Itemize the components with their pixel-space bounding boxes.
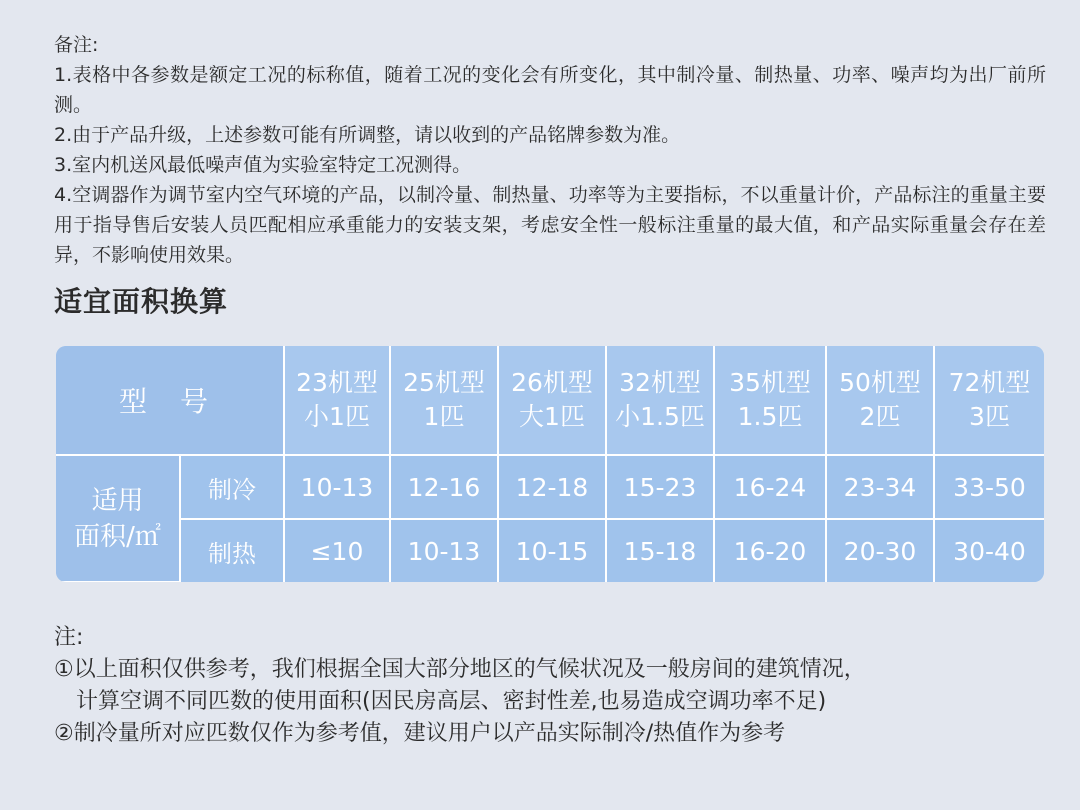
footnote-1-line1: ①以上面积仅供参考，我们根据全国大部分地区的气候状况及一般房间的建筑情况， [54, 657, 866, 682]
heating-value: 10-15 [498, 519, 606, 582]
remark-item-4: 4.空调器作为调节室内空气环境的产品，以制冷量、制热量、功率等为主要指标，不以重量计价，产品标注的重量主要用于指导售后安装人员匹配相应承重能力的安装支架，考虑安全性一般标注重量的最大值，和产品实际重量会存在差异，不影响使用效果。 [54, 184, 1046, 266]
model-name: 50机型 [839, 368, 921, 397]
footnote-1-line2: 计算空调不同匹数的使用面积(因民房高层、密封性差,也易造成空调功率不足) [76, 689, 827, 714]
model-name: 32机型 [619, 368, 701, 397]
model-size: 大1匹 [519, 402, 585, 431]
model-size: 1匹 [423, 402, 465, 431]
area-label-line2: 面积/㎡ [74, 521, 161, 552]
table-header-row [56, 346, 1044, 455]
footnote-2: ②制冷量所对应匹数仅作为参考值，建议用户以产品实际制冷/热值作为参考 [54, 721, 786, 746]
model-header-cell [934, 346, 1044, 455]
footnotes-section [54, 622, 1046, 750]
heating-value: 20-30 [826, 519, 934, 582]
remark-item-2: 2.由于产品升级，上述参数可能有所调整，请以收到的产品铭牌参数为准。 [54, 124, 681, 146]
model-label: 型 号 [56, 346, 284, 455]
remarks-heading: 备注: [54, 34, 99, 56]
model-size: 3匹 [969, 402, 1010, 431]
model-header-cell [390, 346, 498, 455]
remark-item-1: 1.表格中各参数是额定工况的标称值，随着工况的变化会有所变化，其中制冷量、制热量、功率、噪声均为出厂前所测。 [54, 64, 1046, 116]
model-name: 25机型 [403, 368, 485, 397]
section-title: 适宜面积换算 [54, 285, 229, 318]
area-conversion-table [56, 346, 1044, 582]
area-label [56, 455, 180, 582]
heating-label: 制热 [180, 519, 284, 582]
model-name: 23机型 [296, 368, 378, 397]
model-size: 小1匹 [304, 402, 370, 431]
area-label-line1: 适用 [91, 485, 144, 516]
model-size: 1.5匹 [737, 402, 803, 431]
cooling-value: 10-13 [284, 455, 390, 519]
model-size: 2匹 [859, 402, 901, 431]
cooling-row [56, 455, 1044, 519]
cooling-value: 16-24 [714, 455, 826, 519]
model-name: 26机型 [511, 368, 593, 397]
model-header-cell [606, 346, 714, 455]
model-header-cell [714, 346, 826, 455]
model-name: 35机型 [729, 368, 811, 397]
remark-item-3: 3.室内机送风最低噪声值为实验室特定工况测得。 [54, 154, 472, 176]
cooling-value: 12-18 [498, 455, 606, 519]
cooling-value: 23-34 [826, 455, 934, 519]
heating-value: 16-20 [714, 519, 826, 582]
cooling-value: 12-16 [390, 455, 498, 519]
model-header-cell [498, 346, 606, 455]
model-header-cell [826, 346, 934, 455]
cooling-value: 15-23 [606, 455, 714, 519]
heating-value: 15-18 [606, 519, 714, 582]
cooling-value: 33-50 [934, 455, 1044, 519]
cooling-label: 制冷 [180, 455, 284, 519]
model-name: 72机型 [948, 368, 1031, 397]
heating-value: ≤10 [284, 519, 390, 582]
heating-value: 10-13 [390, 519, 498, 582]
model-header-cell [284, 346, 390, 455]
model-size: 小1.5匹 [615, 402, 705, 431]
remarks-section [54, 30, 1046, 270]
footnotes-heading: 注: [54, 625, 84, 650]
heating-row [56, 519, 1044, 582]
heating-value: 30-40 [934, 519, 1044, 582]
